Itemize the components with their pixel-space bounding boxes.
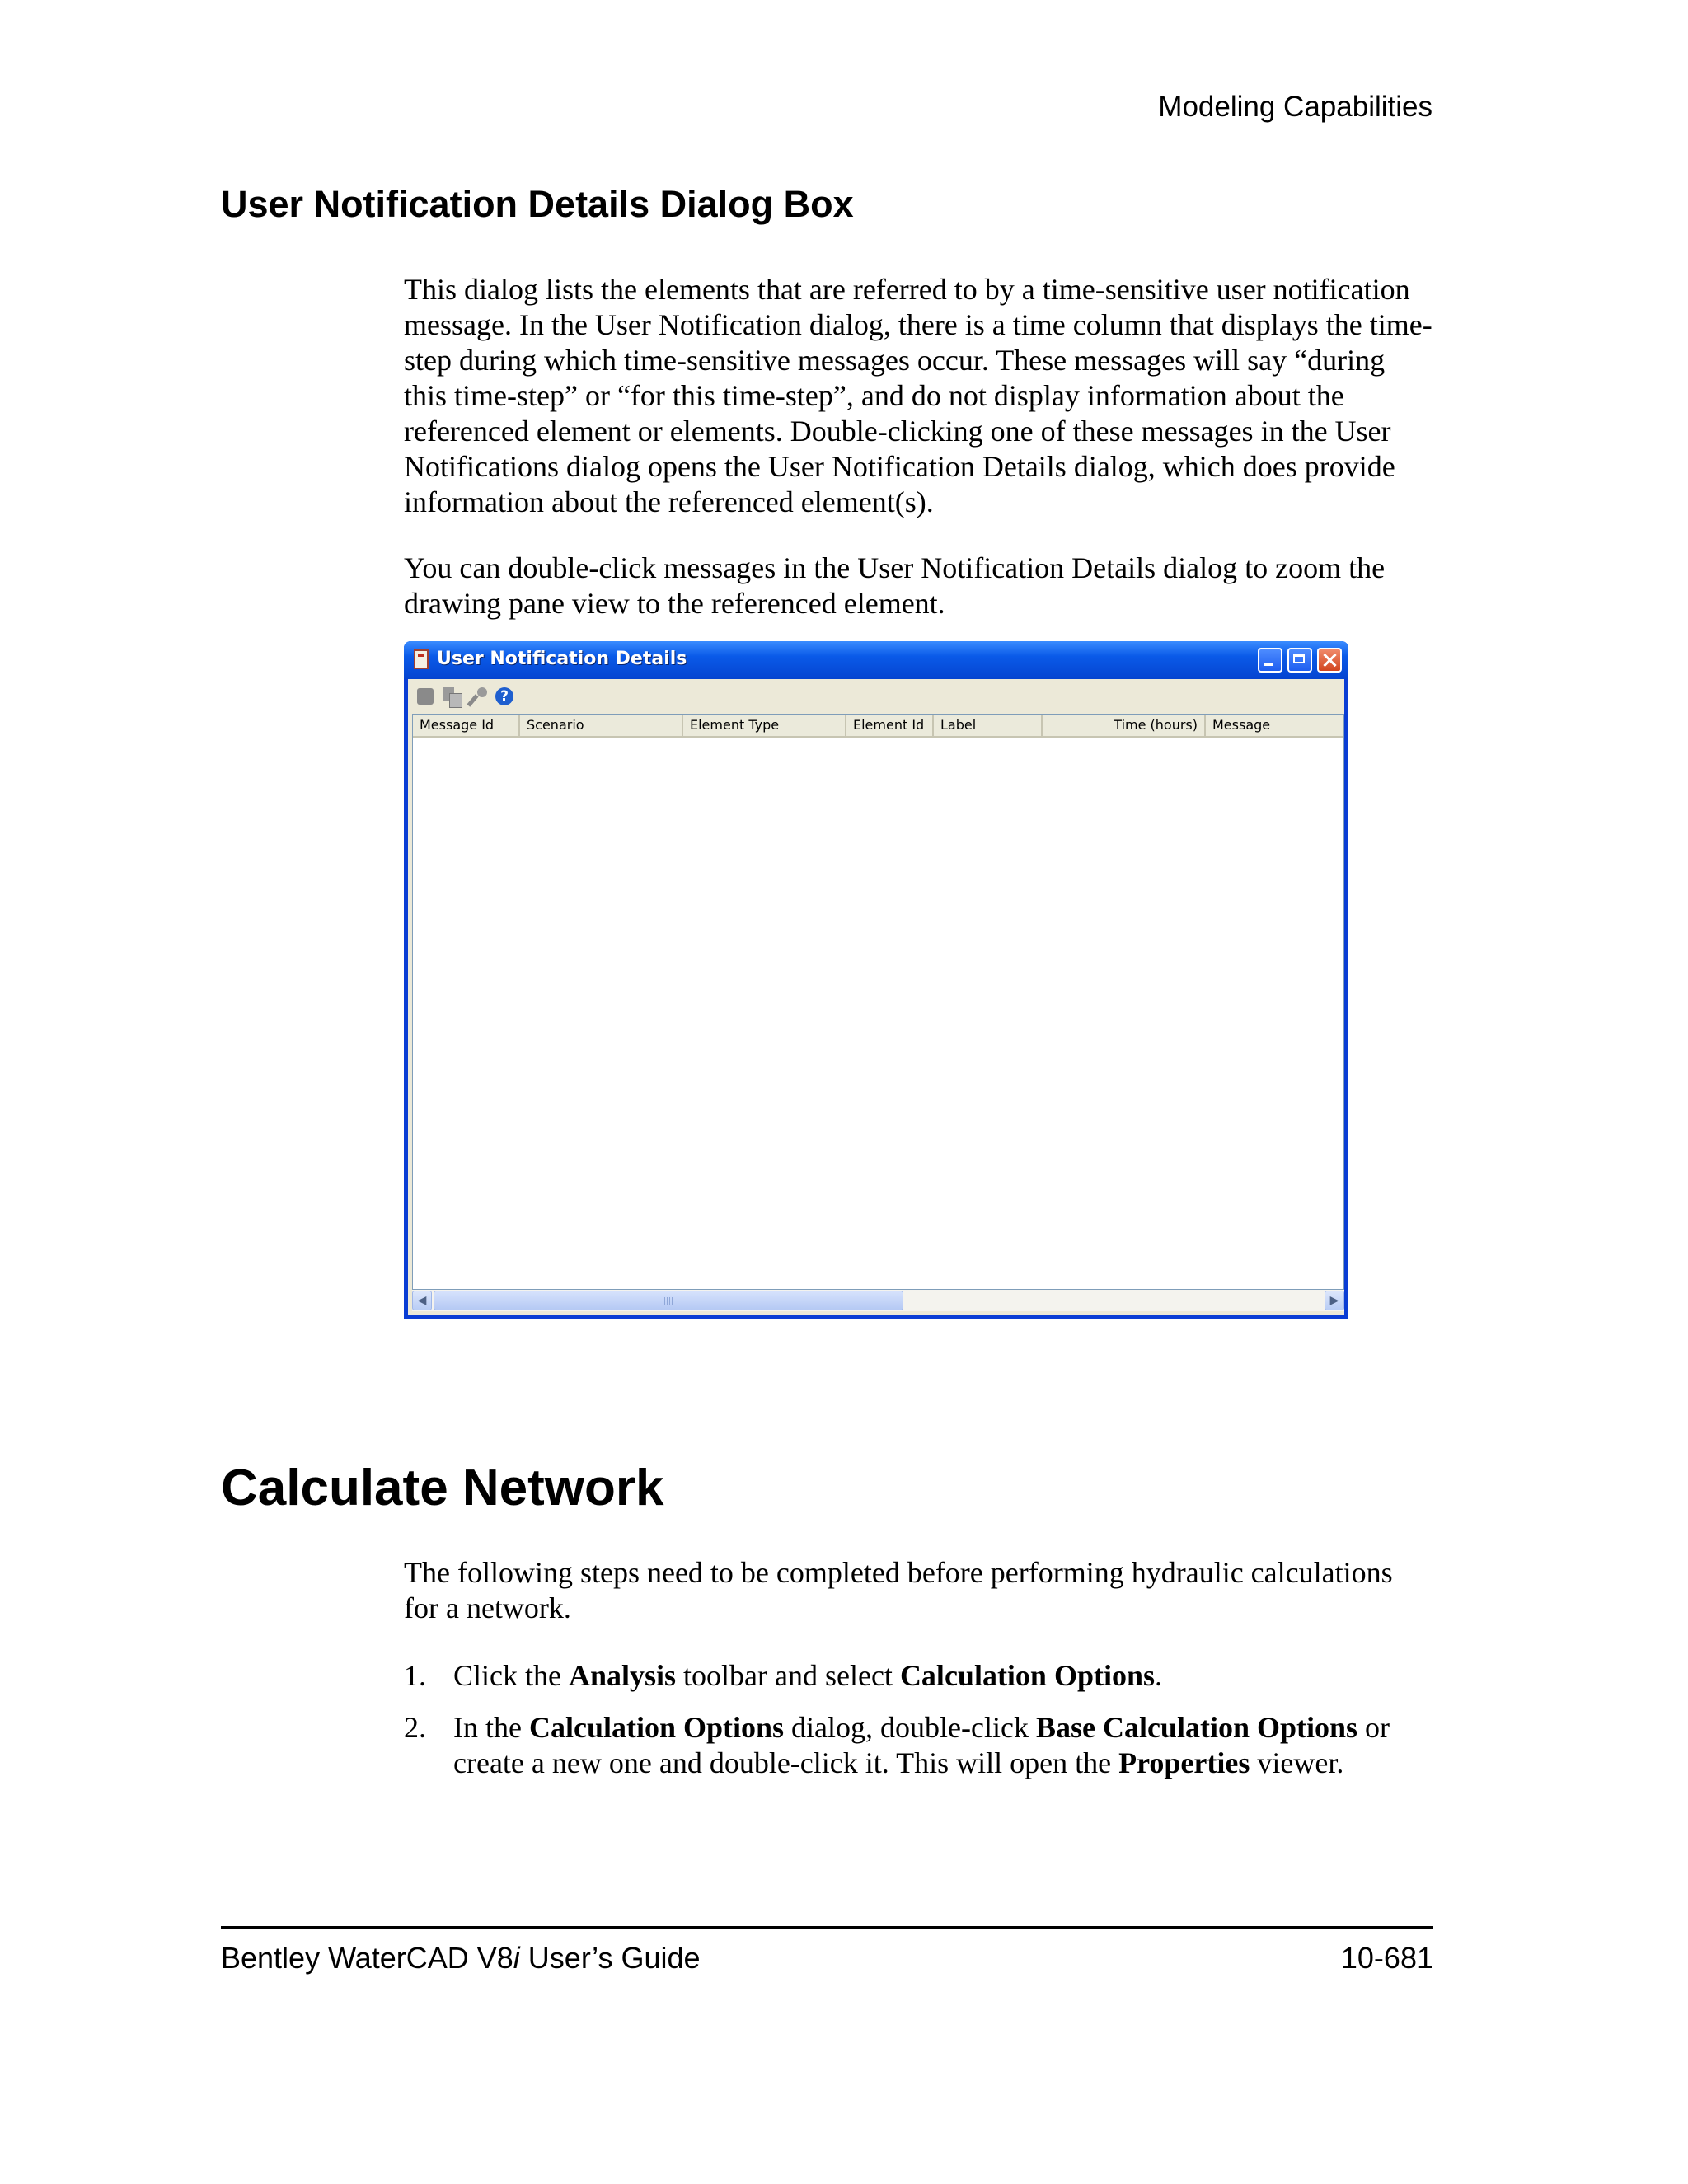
column-header-time-hours[interactable]: Time (hours) [1043, 715, 1206, 736]
dialog-title: User Notification Details [437, 649, 687, 669]
horizontal-scrollbar[interactable] [412, 1290, 1344, 1311]
dialog-client-area [408, 679, 1344, 1315]
step-number: 2. [404, 1711, 426, 1744]
column-header-element-type[interactable]: Element Type [683, 715, 846, 736]
paragraph-dialog-description: This dialog lists the elements that are referred to by a time-sensitive user notification message. In the User Notification dialog, there is a time column that displays the time-step during which time-sensitive messages occur. These messages will say “during this time-step” or “for this time-step”, and do not display information about the referenced element or elements. Double-clicking one of these messages in the User Notifications dialog opens the User Notification Details dialog, which does provide information about the referenced element(s). [404, 273, 1432, 518]
step-number: 1. [404, 1659, 426, 1692]
column-header-element-id[interactable]: Element Id [846, 715, 934, 736]
footer-divider [221, 1926, 1433, 1929]
details-table[interactable] [412, 714, 1344, 1290]
table-header-row [413, 715, 1343, 738]
scroll-right-button[interactable]: ▶ [1325, 1291, 1344, 1310]
step-text: In the Calculation Options dialog, double-click Base Calculation Options or create a new one and double-click it. This will open the Properties viewer. [453, 1711, 1390, 1779]
list-item [404, 1658, 1442, 1694]
paragraph-calculate-intro: The following steps need to be completed before performing hydraulic calculations for a network. [404, 1556, 1393, 1624]
column-header-message-id[interactable]: Message Id [413, 715, 520, 736]
close-button[interactable] [1317, 648, 1342, 673]
dialog-app-icon [414, 649, 429, 669]
running-head: Modeling Capabilities [1158, 91, 1432, 123]
dialog-titlebar[interactable] [404, 641, 1348, 679]
copy-icon[interactable] [441, 686, 462, 707]
column-header-message[interactable]: Message [1212, 717, 1271, 733]
scroll-left-button[interactable]: ◀ [412, 1291, 432, 1310]
column-header-label[interactable]: Label [934, 715, 1043, 736]
paragraph-double-click-zoom: You can double-click messages in the User Notification Details dialog to zoom the drawing pane view to the referenced element. [404, 551, 1386, 620]
dialog-toolbar [408, 679, 1344, 714]
footer-guide-title: Bentley WaterCAD V8i User’s Guide [221, 1941, 701, 1975]
stop-icon[interactable] [415, 686, 436, 707]
zoom-icon[interactable] [467, 686, 489, 707]
column-header-scenario[interactable]: Scenario [520, 715, 683, 736]
scrollbar-thumb[interactable] [434, 1291, 903, 1310]
step-text: Click the Analysis toolbar and select Calculation Options. [453, 1659, 1162, 1692]
section-heading-user-notification-details: User Notification Details Dialog Box [221, 183, 854, 225]
minimize-button[interactable] [1258, 648, 1282, 673]
section-heading-calculate-network: Calculate Network [221, 1460, 664, 1516]
list-item [404, 1710, 1442, 1781]
user-notification-details-dialog [404, 641, 1348, 1319]
help-icon[interactable] [494, 686, 515, 707]
page-number: 10-681 [1340, 1941, 1433, 1975]
maximize-button[interactable] [1287, 648, 1312, 673]
